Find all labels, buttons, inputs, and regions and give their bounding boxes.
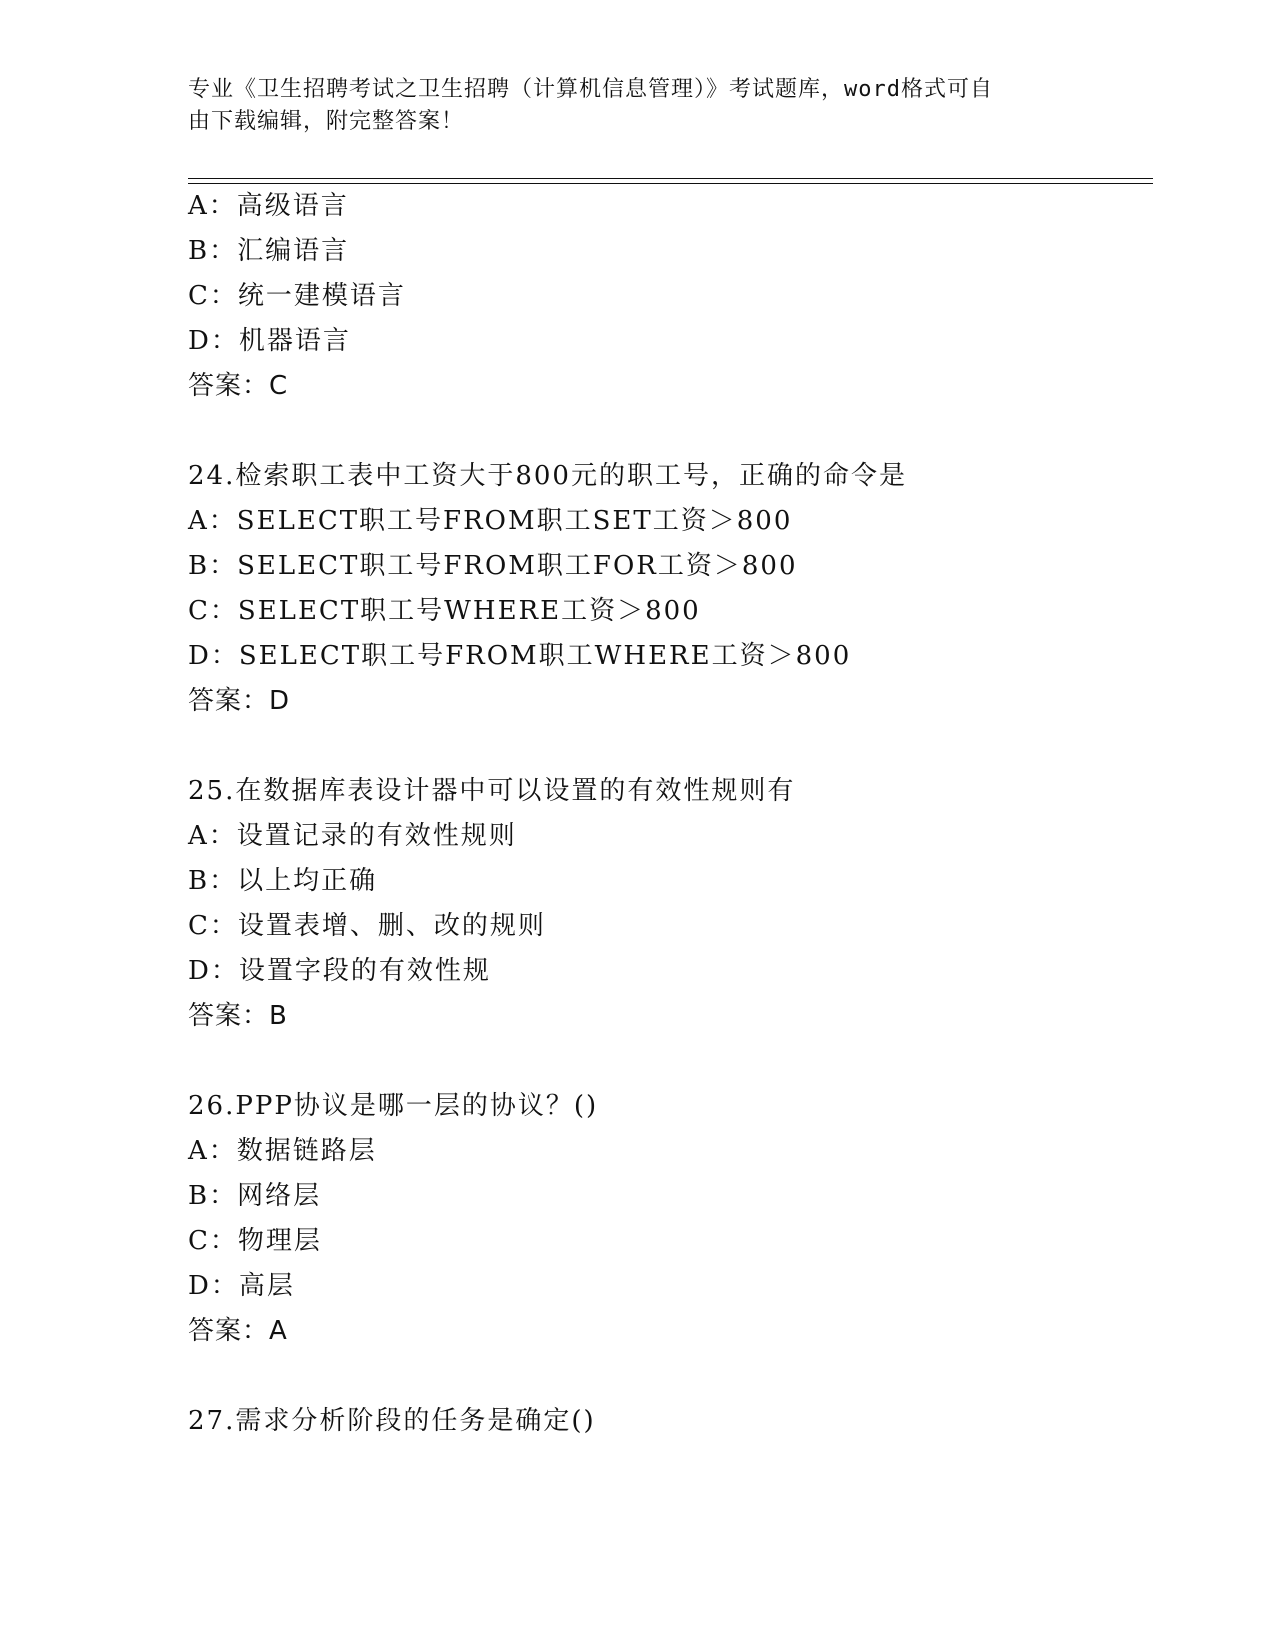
q26-question: 26.PPP协议是哪一层的协议？() [188, 1091, 599, 1121]
q23-option-c: C：统一建模语言 [188, 281, 406, 311]
q24-option-c: C：SELECT职工号WHERE工资＞800 [188, 596, 701, 626]
q24-question: 24.检索职工表中工资大于800元的职工号，正确的命令是 [188, 461, 907, 491]
q27-question: 27.需求分析阶段的任务是确定() [188, 1406, 596, 1436]
q26-answer: 答案：A [188, 1316, 288, 1346]
q24-answer: 答案：D [188, 686, 291, 716]
q25-question: 25.在数据库表设计器中可以设置的有效性规则有 [188, 776, 796, 806]
q25-option-b: B：以上均正确 [188, 866, 378, 896]
header-line-1: 专业《卫生招聘考试之卫生招聘（计算机信息管理）》考试题库，word格式可自 [188, 77, 993, 102]
q25-option-c: C：设置表增、删、改的规则 [188, 911, 546, 941]
q23-option-b: B：汇编语言 [188, 236, 350, 266]
q23-option-a: A：高级语言 [188, 191, 349, 221]
document-header [188, 74, 1088, 138]
q25-option-a: A：设置记录的有效性规则 [188, 821, 517, 851]
header-divider-top [188, 178, 1153, 179]
q25-option-d: D：设置字段的有效性规 [188, 956, 491, 986]
header-line-2: 由下载编辑，附完整答案！ [188, 109, 465, 134]
q26-option-a: A：数据链路层 [188, 1136, 377, 1166]
q23-answer: 答案：C [188, 371, 289, 401]
q26-option-d: D：高层 [188, 1271, 295, 1301]
q24-option-a: A：SELECT职工号FROM职工SET工资＞800 [188, 506, 793, 536]
header-divider-bottom [188, 183, 1153, 184]
q24-option-d: D：SELECT职工号FROM职工WHERE工资＞800 [188, 641, 852, 671]
q24-option-b: B：SELECT职工号FROM职工FOR工资＞800 [188, 551, 798, 581]
q23-option-d: D：机器语言 [188, 326, 351, 356]
q25-answer: 答案：B [188, 1001, 288, 1031]
q26-option-c: C：物理层 [188, 1226, 322, 1256]
q26-option-b: B：网络层 [188, 1181, 322, 1211]
